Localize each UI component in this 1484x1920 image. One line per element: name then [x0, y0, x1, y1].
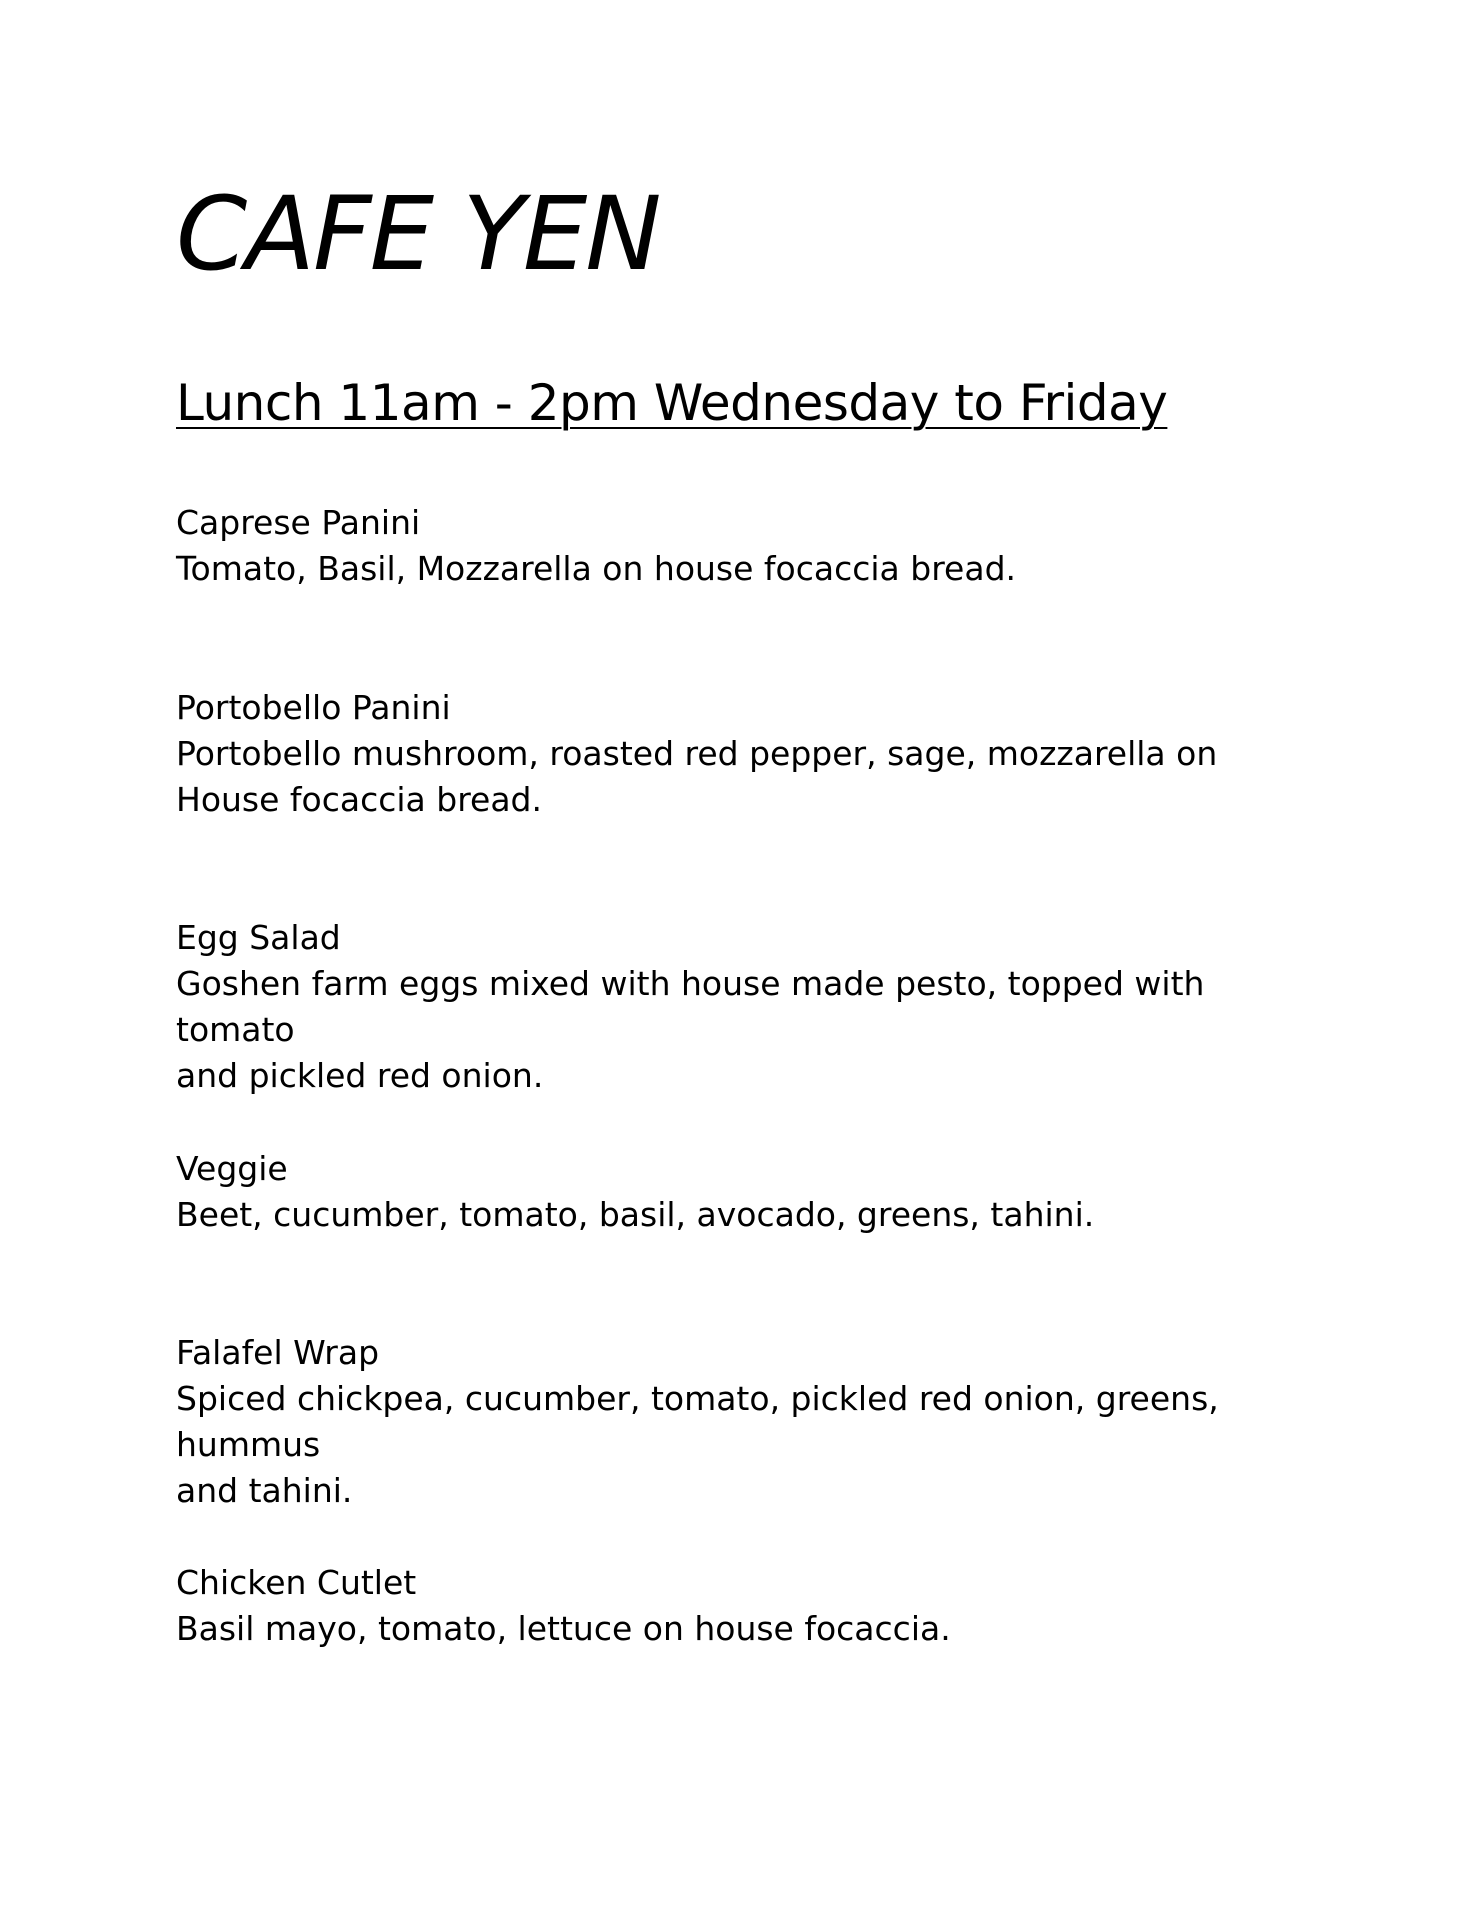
menu-item-description: Spiced chickpea, cucumber, tomato, pickled red onion, greens, hummus and tahini.: [176, 1379, 1219, 1510]
menu-item-name: Chicken Cutlet: [176, 1563, 417, 1602]
menu-item-name: Egg Salad: [176, 918, 341, 957]
menu-item-description: Basil mayo, tomato, lettuce on house focaccia.: [176, 1609, 951, 1648]
menu-item-portobello-panini: [176, 685, 1306, 823]
menu-item-egg-salad: [176, 915, 1306, 1099]
menu-item-name: Portobello Panini: [176, 688, 451, 727]
menu-item-veggie: [176, 1146, 1306, 1238]
menu-item-chicken-cutlet: [176, 1560, 1306, 1652]
menu-item-description: Tomato, Basil, Mozzarella on house focaccia bread.: [176, 549, 1017, 588]
menu-item-name: Caprese Panini: [176, 503, 421, 542]
lunch-hours-heading: Lunch 11am - 2pm Wednesday to Friday: [176, 374, 1168, 432]
menu-item-description: Beet, cucumber, tomato, basil, avocado, greens, tahini.: [176, 1195, 1095, 1234]
page-title: CAFE YEN: [176, 175, 660, 294]
menu-item-name: Falafel Wrap: [176, 1333, 380, 1372]
menu-item-name: Veggie: [176, 1149, 288, 1188]
menu-item-description: Portobello mushroom, roasted red pepper, sage, mozzarella on House focaccia bread.: [176, 734, 1218, 819]
menu-item-caprese-panini: [176, 500, 1306, 592]
menu-item-description: Goshen farm eggs mixed with house made pesto, topped with tomato and pickled red onion.: [176, 964, 1205, 1095]
menu-item-falafel-wrap: [176, 1330, 1306, 1514]
